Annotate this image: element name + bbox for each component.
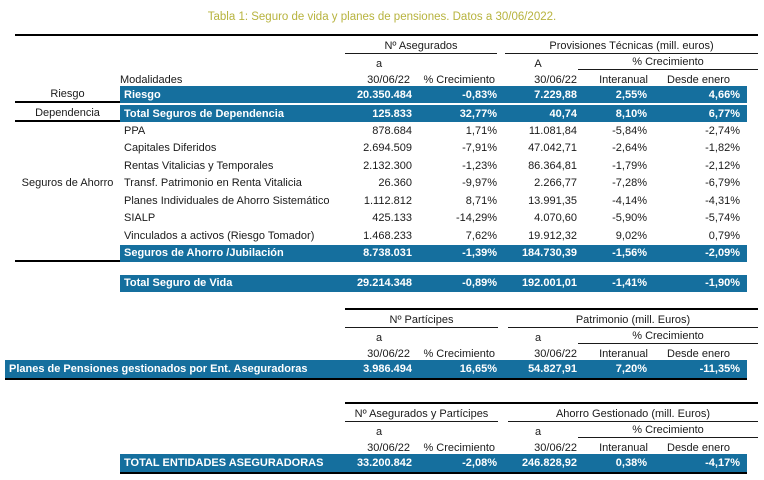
value-cell: 7,62%: [465, 229, 497, 242]
table2-subheader-row: [345, 328, 758, 344]
value-cell: -1,90%: [705, 277, 740, 289]
modality-label: SIALP: [124, 212, 156, 225]
value-cell: -4,17%: [705, 456, 740, 469]
modality-row: [15, 210, 747, 228]
value-cell: 2,55%: [615, 88, 647, 101]
value-cell: -1,79%: [612, 159, 647, 172]
value-cell: 0,79%: [708, 229, 740, 242]
modality-label: Transf. Patrimonio en Renta Vitalicia: [124, 177, 302, 190]
modality-label: PPA: [124, 124, 146, 137]
value-cell: 1.112.812: [363, 194, 412, 207]
modality-label: Riesgo: [124, 88, 161, 101]
value-cell: 6,77%: [708, 107, 740, 120]
modality-row: [15, 122, 747, 140]
total-life-row: [15, 275, 747, 292]
value-cell: -7,28%: [612, 177, 647, 190]
modality-row: [15, 175, 747, 193]
value-cell: 4,66%: [708, 88, 740, 101]
value-cell: -2,64%: [612, 142, 647, 155]
group-header-participes: Nº Partícipes: [345, 314, 498, 328]
column-header-interanual: Interanual: [599, 441, 648, 454]
category-label: [15, 122, 120, 140]
row-bar: [120, 122, 747, 140]
row-bar: [120, 192, 747, 210]
column-header-date2: 30/06/22: [534, 441, 577, 454]
subheader-a-col1: a: [375, 331, 383, 344]
table3-subheader-row: [345, 422, 758, 438]
value-cell: 2.266,77: [534, 177, 577, 190]
category-label: [15, 210, 120, 228]
value-cell: 9,02%: [615, 229, 647, 242]
column-header-interanual: Interanual: [599, 74, 648, 86]
modality-label: Seguros de Ahorro /Jubilación: [124, 247, 284, 259]
value-cell: 184.730,39: [521, 247, 577, 259]
column-header-growth1: % Crecimiento: [423, 441, 495, 454]
value-cell: -1,82%: [705, 142, 740, 155]
modality-row: [15, 157, 747, 175]
value-cell: 29.214.348: [356, 277, 412, 289]
value-cell: 7,20%: [615, 362, 647, 375]
value-cell: 54.827,91: [528, 362, 577, 375]
value-cell: -5,74%: [705, 212, 740, 225]
row-bar: [120, 175, 747, 193]
value-cell: 1.468.233: [363, 229, 412, 242]
value-cell: -1,56%: [612, 247, 647, 259]
row-bar: [120, 105, 747, 122]
value-cell: -4,31%: [705, 194, 740, 207]
modality-label: Total Seguros de Dependencia: [124, 107, 284, 120]
subheader-growth-group: % Crecimiento: [578, 330, 758, 344]
subheader-a-col1: a: [375, 58, 383, 70]
category-label: [15, 192, 120, 210]
row-bar: [120, 227, 747, 245]
value-cell: 16,65%: [459, 362, 497, 375]
value-cell: 2.694.509: [363, 142, 412, 155]
total-entities-row: [120, 454, 747, 474]
modality-label: Rentas Vitalicias y Temporales: [124, 159, 274, 172]
category-label: [15, 157, 120, 175]
column-header-growth1: % Crecimiento: [423, 74, 495, 86]
value-cell: 246.828,92: [521, 456, 577, 469]
pension-plans-total-row: [5, 360, 747, 380]
value-cell: 11.081,84: [528, 124, 577, 137]
row-bar: [120, 157, 747, 175]
column-header-date1: 30/06/22: [367, 347, 410, 360]
value-cell: -2,08%: [462, 456, 497, 469]
category-label: Riesgo: [15, 86, 120, 103]
summary-row: [15, 86, 747, 103]
group-header-patrimonio: Patrimonio (mill. Euros): [508, 314, 758, 328]
column-header-interanual: Interanual: [599, 347, 648, 360]
category-label: Dependencia: [15, 105, 120, 122]
table1-body: [15, 86, 764, 262]
value-cell: -14,29%: [456, 212, 497, 225]
column-header-date1: 30/06/22: [367, 441, 410, 454]
value-cell: 425.133: [372, 212, 412, 225]
column-header-date2: 30/06/22: [534, 347, 577, 360]
report-title: Tabla 1: Seguro de vida y planes de pensiones. Datos a 30/06/2022.: [207, 11, 557, 23]
value-cell: -1,39%: [462, 247, 497, 259]
value-cell: 32,77%: [459, 107, 497, 120]
summary-row: [15, 105, 747, 122]
column-header-date1: 30/06/22: [367, 74, 410, 86]
value-cell: -5,90%: [612, 212, 647, 225]
total-life-label: Total Seguro de Vida: [124, 277, 233, 289]
value-cell: -11,35%: [699, 362, 740, 375]
table1-group-header-row: [15, 34, 758, 54]
value-cell: -6,79%: [705, 177, 740, 190]
category-label: Seguros de Ahorro: [21, 177, 114, 190]
column-header-date2: 30/06/22: [534, 74, 577, 86]
modality-row: [15, 140, 747, 158]
value-cell: -0,83%: [462, 88, 497, 101]
group-header-provisiones: Provisiones Técnicas (mill. euros): [505, 40, 758, 54]
modality-label: Planes Individuales de Ahorro Sistemático: [124, 194, 330, 207]
column-header-desde-enero: Desde enero: [667, 441, 730, 454]
value-cell: 33.200.842: [356, 456, 412, 469]
value-cell: -1,23%: [462, 159, 497, 172]
row-bar: [120, 86, 747, 103]
value-cell: -2,09%: [705, 247, 740, 259]
subheader-growth-group: % Crecimiento: [578, 56, 758, 70]
modality-label: Capitales Diferidos: [124, 142, 217, 155]
value-cell: 47.042,71: [528, 142, 577, 155]
table3-column-header-row: [345, 438, 758, 454]
value-cell: 26.360: [378, 177, 412, 190]
group-header-asegurados: Nº Asegurados: [345, 40, 497, 54]
subheader-a-col1: a: [375, 425, 383, 438]
value-cell: -7,91%: [462, 142, 497, 155]
table2-column-header-row: [345, 344, 758, 360]
value-cell: -2,74%: [705, 124, 740, 137]
value-cell: -9,97%: [462, 177, 497, 190]
pension-plans-table: [9, 308, 764, 380]
modality-row: [15, 227, 747, 245]
value-cell: 20.350.484: [356, 88, 412, 101]
modality-row: [15, 192, 747, 210]
value-cell: -0,89%: [462, 277, 497, 289]
column-header-modalidades: Modalidades: [120, 74, 183, 86]
row-bar: [120, 140, 747, 158]
subheader-growth-group: % Crecimiento: [578, 424, 758, 438]
pension-plans-label: Planes de Pensiones gestionados por Ent. Aseguradoras: [9, 362, 308, 375]
group-header-ahorro-gestionado: Ahorro Gestionado (mill. Euros): [508, 408, 758, 422]
value-cell: 125.833: [372, 107, 412, 120]
column-header-desde-enero: Desde enero: [667, 347, 730, 360]
value-cell: 4.070,60: [534, 212, 577, 225]
table1-subheader-row: [15, 54, 758, 70]
value-cell: -4,14%: [612, 194, 647, 207]
total-entities-label: TOTAL ENTIDADES ASEGURADORAS: [124, 456, 324, 469]
value-cell: 8.738.031: [363, 247, 412, 259]
table3-group-header-row: [345, 402, 758, 422]
value-cell: 878.684: [372, 124, 412, 137]
value-cell: 192.001,01: [521, 277, 577, 289]
subheader-a-col3: a: [534, 331, 542, 344]
value-cell: 86.364,81: [528, 159, 577, 172]
row-bar: [120, 245, 747, 262]
value-cell: 1,71%: [465, 124, 497, 137]
value-cell: -2,12%: [705, 159, 740, 172]
value-cell: -1,41%: [612, 277, 647, 289]
value-cell: 0,38%: [615, 456, 647, 469]
value-cell: 40,74: [549, 107, 577, 120]
value-cell: 8,10%: [615, 107, 647, 120]
subheader-a-col3: A: [534, 58, 542, 70]
column-header-growth1: % Crecimiento: [423, 347, 495, 360]
life-insurance-table: [15, 34, 764, 292]
summary-row: [15, 245, 747, 262]
value-cell: 7.229,88: [534, 88, 577, 101]
value-cell: 19.912,32: [528, 229, 577, 242]
group-header-asegurados-participes: Nº Asegurados y Partícipes: [345, 408, 498, 422]
table2-group-header-row: [345, 308, 758, 328]
category-label: [15, 140, 120, 158]
total-entities-table: [15, 402, 764, 474]
value-cell: 3.986.494: [363, 362, 412, 375]
value-cell: -5,84%: [612, 124, 647, 137]
modality-label: Vinculados a activos (Riesgo Tomador): [124, 229, 315, 242]
value-cell: 8,71%: [465, 194, 497, 207]
category-label: [15, 245, 120, 262]
value-cell: 13.991,35: [528, 194, 577, 207]
table1-column-header-row: [15, 70, 758, 86]
subheader-a-col3: a: [534, 425, 542, 438]
row-bar: [120, 210, 747, 228]
column-header-desde-enero: Desde enero: [667, 74, 730, 86]
category-label: [15, 227, 120, 245]
value-cell: 2.132.300: [363, 159, 412, 172]
